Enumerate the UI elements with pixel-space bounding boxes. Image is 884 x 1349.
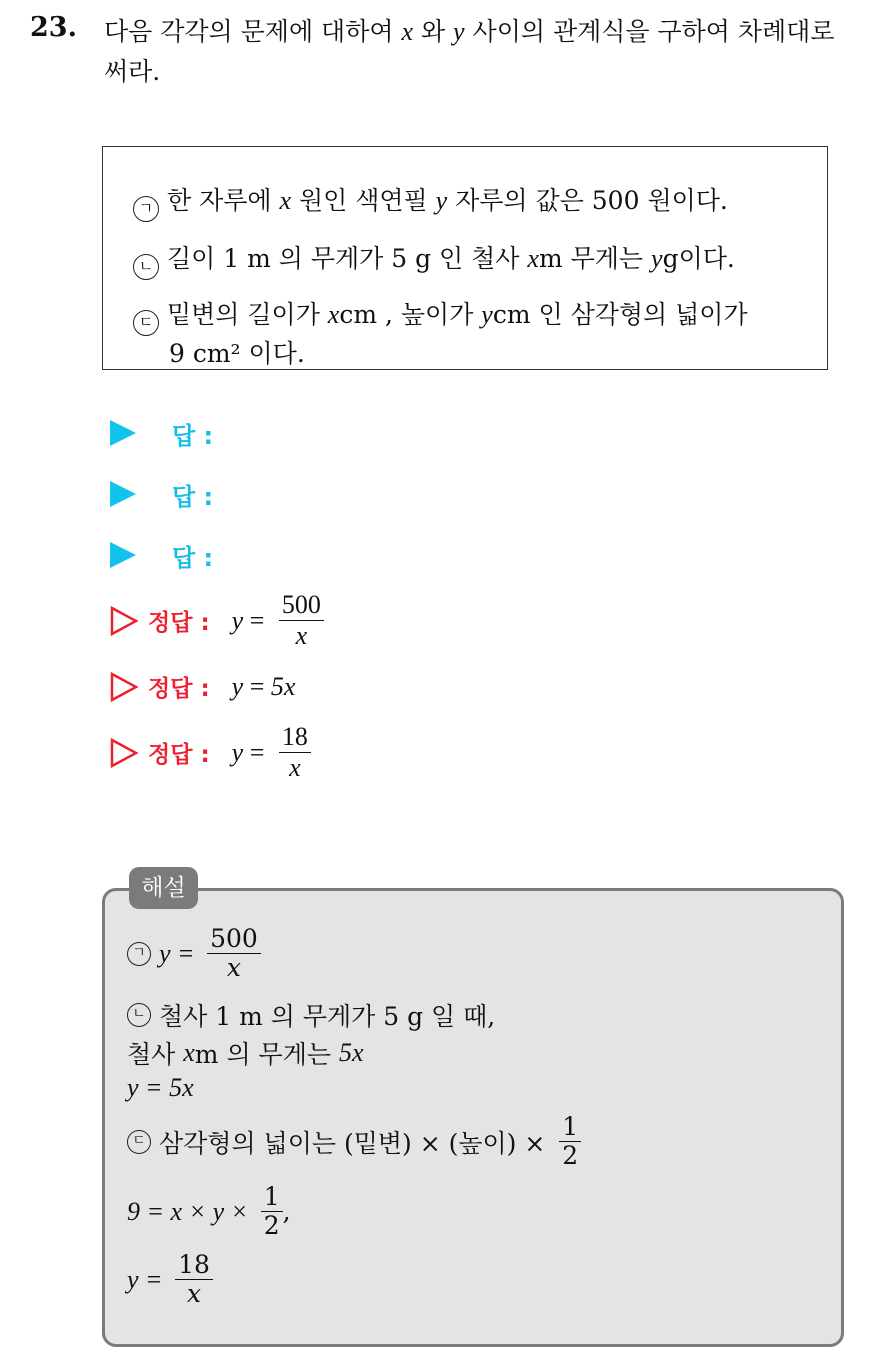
explanation-line-5: ㄷ 삼각형의 넓이는 (밑변) × (높이) × $\frac{1}{2}$ [127,1113,581,1170]
conditions-box [102,146,828,370]
fraction: $\frac{500}{x}$ [207,925,261,982]
play-triangle-icon [110,542,136,568]
answer-label: 답 : [172,421,214,450]
correct-label: 정답 : [148,742,210,768]
fraction: $\frac{1}{2}$ [559,1113,581,1170]
answer-row-1[interactable] [110,413,213,453]
condition-3: ㄷ 밑변의 길이가 xcm , 높이가 ycm 인 삼각형의 넓이가 9 cm² 이다. [133,297,748,372]
fraction: $\frac{1}{2}$ [261,1183,283,1240]
fraction: $\frac{18}{x}$ [279,722,311,783]
play-triangle-icon [110,481,136,507]
circled-mark-2: ㄴ [127,1003,151,1027]
circled-mark-1: ㄱ [127,942,151,966]
circled-mark-3: ㄷ [127,1130,151,1154]
answer-row-2[interactable] [110,474,213,514]
explanation-line-6: 9 = x × y × $\frac{1}{2}$ , [127,1182,291,1240]
circled-mark-2: ㄴ [133,254,159,280]
explanation-tab: 해설 [129,867,198,909]
explanation-panel [102,888,844,1347]
correct-answer-3: 정답 : y = $\frac{18}{x}$ [110,722,311,783]
question-text: 다음 각각의 문제에 대하여 x 와 y 사이의 관계식을 구하여 차례대로 써라. [104,17,835,86]
explanation-line-1: ㄱ y = $\frac{500}{x}$ [127,925,261,982]
correct-label: 정답 : [148,610,210,636]
fraction: $\frac{500}{x}$ [279,590,324,651]
outline-triangle-icon [110,672,138,702]
outline-triangle-icon [110,606,138,636]
explanation-line-4: y = 5x [127,1073,194,1102]
condition-1: ㄱ 한 자루에 x 원인 색연필 y 자루의 값은 500 원이다. [133,183,728,222]
fraction: $\frac{18}{x}$ [175,1251,213,1308]
explanation-line-2: ㄴ 철사 1 m 의 무게가 5 g 일 때, [127,997,495,1033]
condition-2: ㄴ 길이 1 m 의 무게가 5 g 인 철사 xm 무게는 yg이다. [133,241,735,280]
outline-triangle-icon [110,738,138,768]
play-triangle-icon [110,420,136,446]
correct-answer-2: 정답 : y = 5x [110,670,295,703]
correct-answer-1: 정답 : y = $\frac{500}{x}$ [110,590,324,651]
circled-mark-3: ㄷ [133,310,159,336]
explanation-line-7: y = $\frac{18}{x}$ [127,1251,213,1308]
circled-mark-1: ㄱ [133,196,159,222]
answer-label: 답 : [172,543,214,572]
answer-row-3[interactable] [110,535,213,575]
correct-label: 정답 : [148,676,210,702]
explanation-line-3: 철사 x m 의 무게는 5x [127,1038,364,1069]
question-number: 23. [30,12,77,43]
answer-label: 답 : [172,482,214,511]
